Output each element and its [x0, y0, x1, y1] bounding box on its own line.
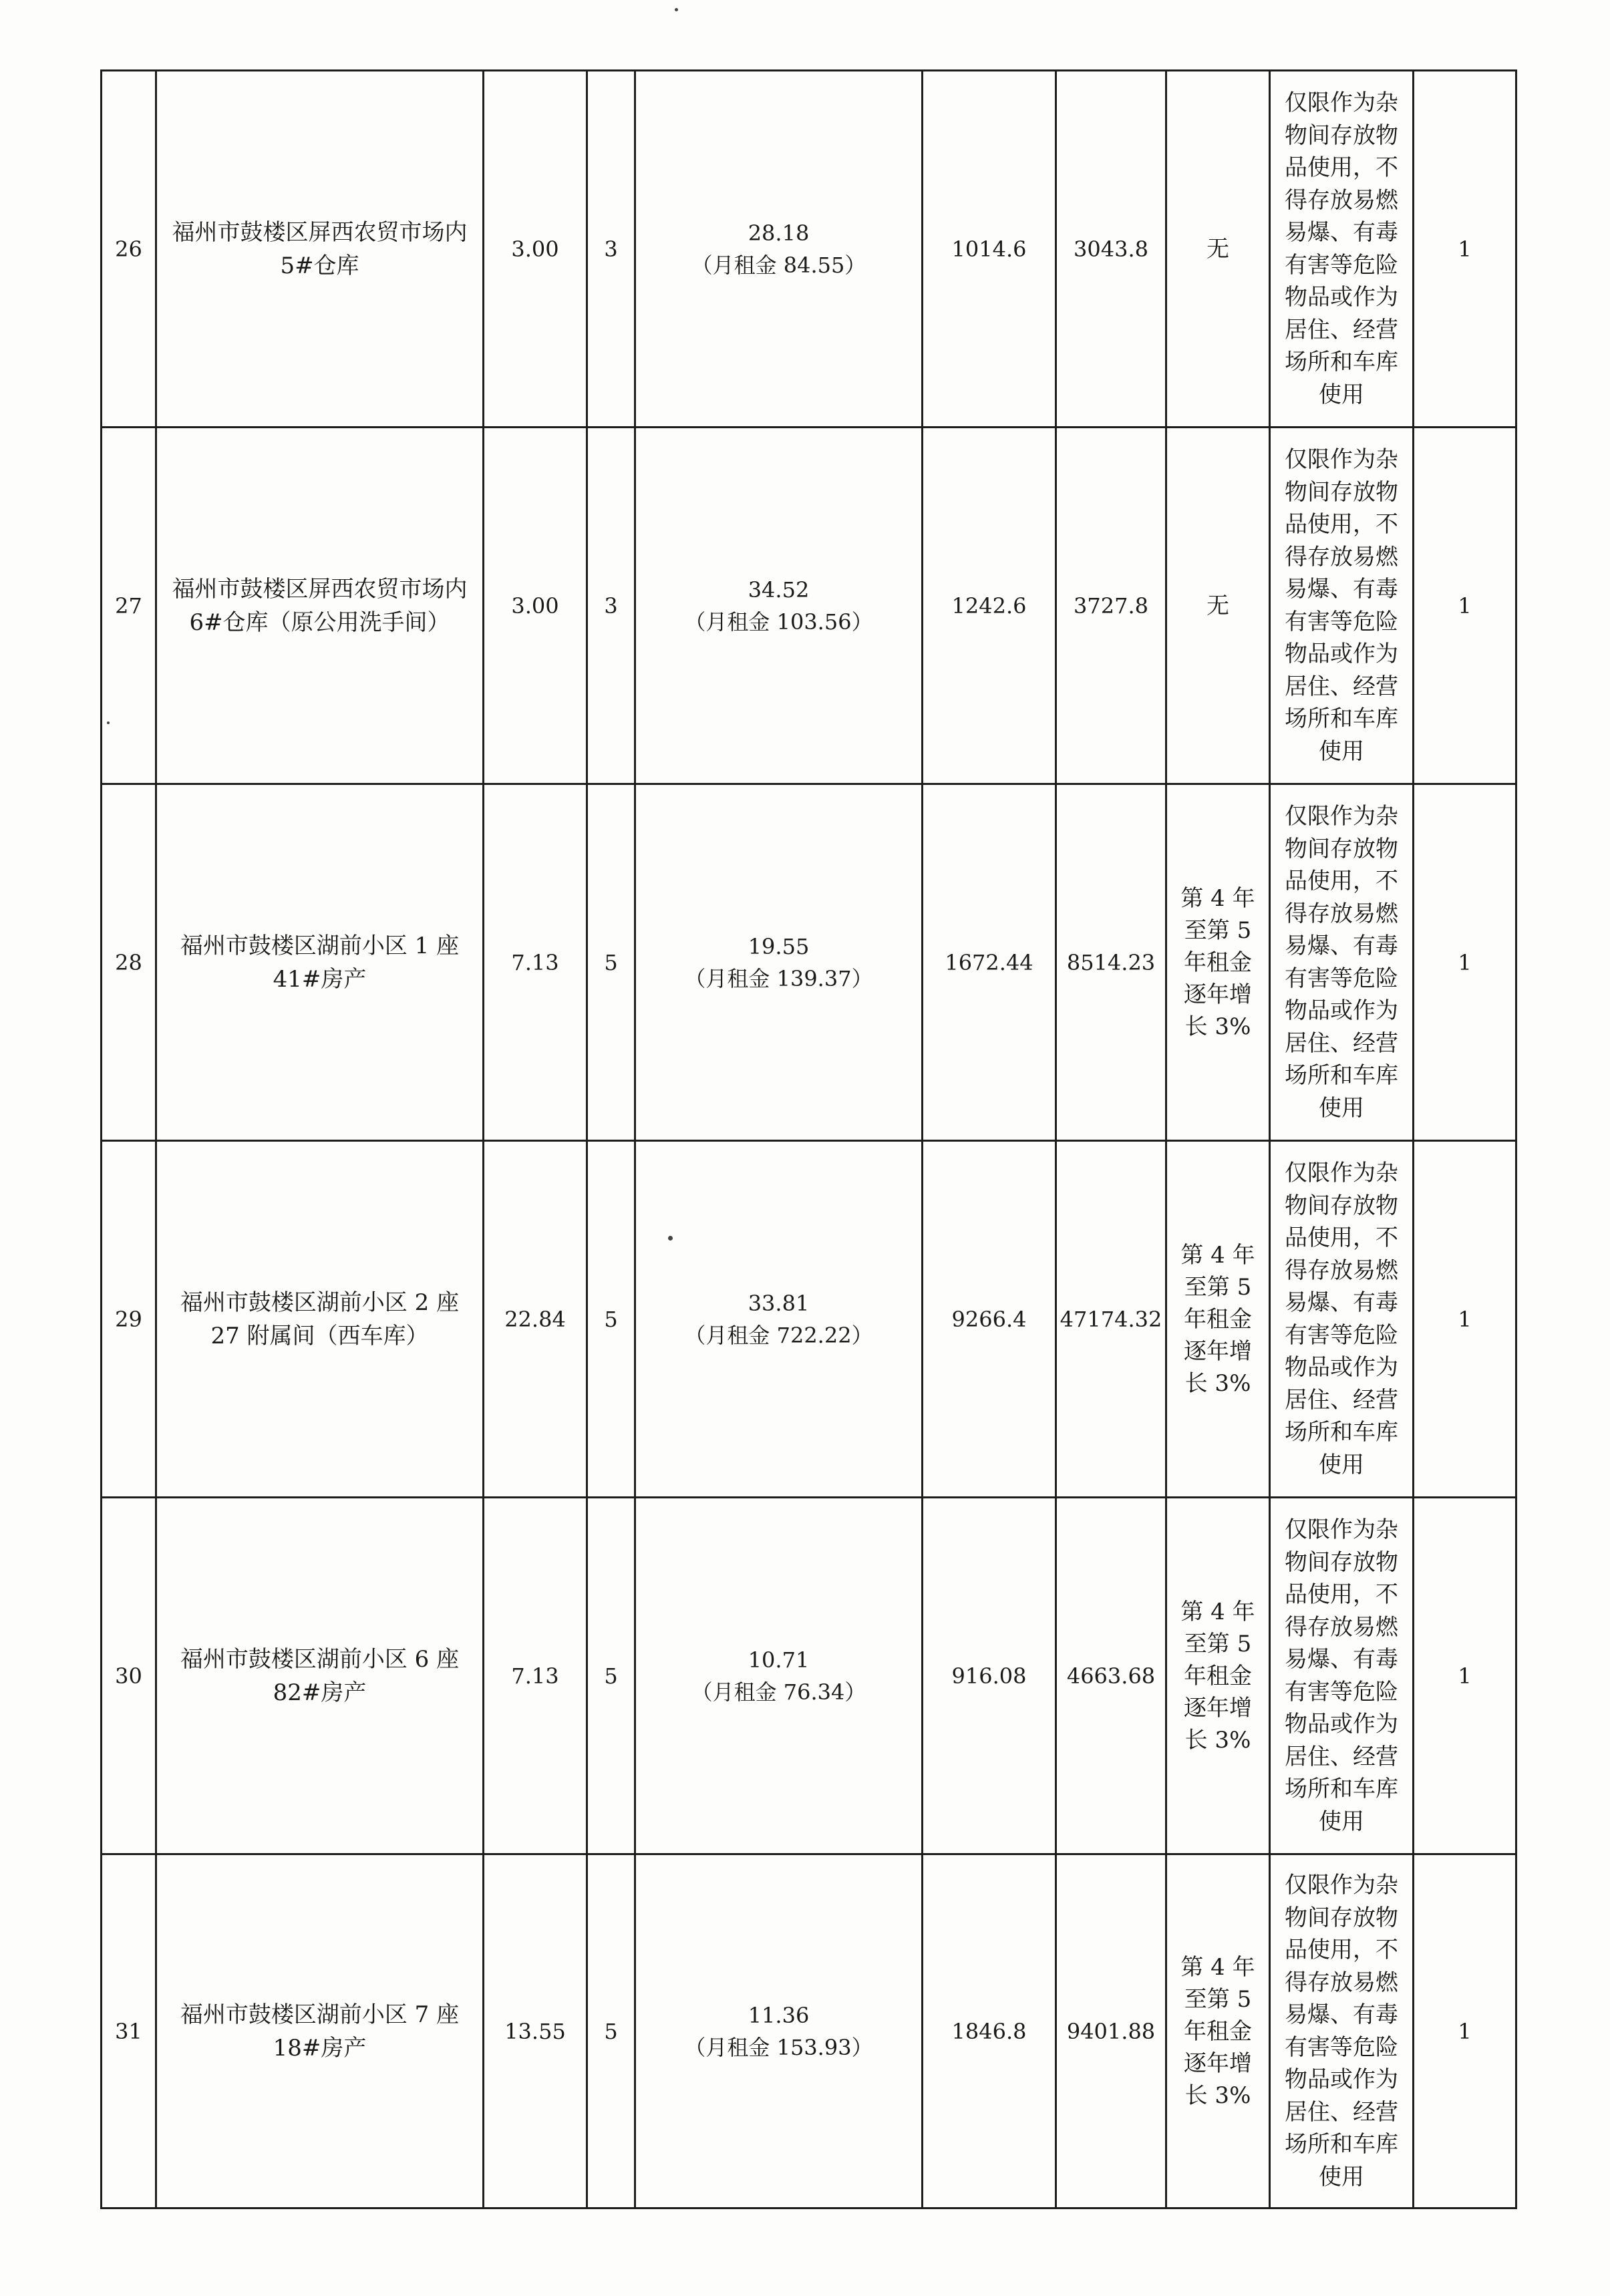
property-location — [156, 1141, 484, 1498]
lease-years: 5 — [587, 1141, 635, 1498]
table-row — [102, 1141, 1516, 1498]
unit-count: 1 — [1414, 428, 1516, 784]
rent-increase-text: 第 4 年 至第 5 年租金 逐年增 长 3% — [1180, 1953, 1255, 2109]
deposit-value: 47174.32 — [1056, 1141, 1166, 1498]
usage-restriction-text: 仅限作为杂 物间存放物 品使用，不 得存放易燃 易爆、有毒 有害等危险 物品或作为 居住、经营 场所和车库 使用 — [1285, 90, 1398, 408]
property-location-text: 福州市鼓楼区湖前小区 6 座 82#房产 — [180, 1645, 460, 1706]
usage-restriction — [1270, 71, 1414, 428]
table-row — [102, 1498, 1516, 1854]
rent-increase — [1166, 784, 1270, 1141]
unit-price-text: 10.71 （月租金 76.34） — [691, 1647, 866, 1705]
unit-price — [635, 1141, 923, 1498]
row-number: 28 — [102, 784, 156, 1141]
unit-price — [635, 1854, 923, 2208]
property-location-text: 福州市鼓楼区湖前小区 2 座 27 附属间（西车库） — [180, 1289, 460, 1349]
deposit-value: 8514.23 — [1056, 784, 1166, 1141]
rent-increase — [1166, 1854, 1270, 2208]
unit-price-text: 28.18 （月租金 84.55） — [691, 220, 866, 278]
table-row — [102, 1854, 1516, 2208]
usage-restriction — [1270, 428, 1414, 784]
usage-restriction — [1270, 1854, 1414, 2208]
annual-rent: 9266.4 — [923, 1141, 1056, 1498]
deposit-value: 3727.8 — [1056, 428, 1166, 784]
rent-increase — [1166, 1498, 1270, 1854]
deposit-value: 4663.68 — [1056, 1498, 1166, 1854]
annual-rent: 1242.6 — [923, 428, 1056, 784]
rent-increase — [1166, 1141, 1270, 1498]
unit-price — [635, 71, 923, 428]
area-value: 3.00 — [484, 428, 587, 784]
unit-count: 1 — [1414, 1141, 1516, 1498]
unit-count: 1 — [1414, 784, 1516, 1141]
unit-price — [635, 1498, 923, 1854]
deposit-value: 9401.88 — [1056, 1854, 1166, 2208]
area-value: 13.55 — [484, 1854, 587, 2208]
row-number: 31 — [102, 1854, 156, 2208]
unit-price-text: 34.52 （月租金 103.56） — [684, 577, 873, 635]
usage-restriction-text: 仅限作为杂 物间存放物 品使用，不 得存放易燃 易爆、有毒 有害等危险 物品或作为 居住、经营 场所和车库 使用 — [1285, 1160, 1398, 1478]
property-location — [156, 428, 484, 784]
property-listing-table — [100, 69, 1517, 2209]
lease-years: 5 — [587, 1854, 635, 2208]
usage-restriction-text: 仅限作为杂 物间存放物 品使用，不 得存放易燃 易爆、有毒 有害等危险 物品或作为 居住、经营 场所和车库 使用 — [1285, 1872, 1398, 2190]
area-value: 22.84 — [484, 1141, 587, 1498]
rent-increase-text: 第 4 年 至第 5 年租金 逐年增 长 3% — [1180, 1241, 1255, 1397]
usage-restriction-text: 仅限作为杂 物间存放物 品使用，不 得存放易燃 易爆、有毒 有害等危险 物品或作为 居住、经营 场所和车库 使用 — [1285, 803, 1398, 1122]
rent-increase-text: 无 — [1206, 235, 1229, 263]
rent-increase-text: 第 4 年 至第 5 年租金 逐年增 长 3% — [1180, 1598, 1255, 1754]
area-value: 7.13 — [484, 1498, 587, 1854]
property-location — [156, 1854, 484, 2208]
unit-price — [635, 784, 923, 1141]
usage-restriction — [1270, 1141, 1414, 1498]
unit-price-text: 19.55 （月租金 139.37） — [684, 933, 873, 991]
usage-restriction-text: 仅限作为杂 物间存放物 品使用，不 得存放易燃 易爆、有毒 有害等危险 物品或作为 居住、经营 场所和车库 使用 — [1285, 446, 1398, 765]
row-number: 27 — [102, 428, 156, 784]
unit-price — [635, 428, 923, 784]
property-location-text: 福州市鼓楼区屏西农贸市场内 5#仓库 — [172, 218, 468, 279]
row-number: 30 — [102, 1498, 156, 1854]
annual-rent: 1672.44 — [923, 784, 1056, 1141]
unit-price-text: 11.36 （月租金 153.93） — [684, 2002, 873, 2060]
deposit-value: 3043.8 — [1056, 71, 1166, 428]
lease-years: 3 — [587, 428, 635, 784]
usage-restriction-text: 仅限作为杂 物间存放物 品使用，不 得存放易燃 易爆、有毒 有害等危险 物品或作为 居住、经营 场所和车库 使用 — [1285, 1516, 1398, 1835]
rent-increase — [1166, 428, 1270, 784]
unit-price-text: 33.81 （月租金 722.22） — [684, 1290, 873, 1348]
rent-increase — [1166, 71, 1270, 428]
unit-count: 1 — [1414, 1498, 1516, 1854]
property-location — [156, 1498, 484, 1854]
row-number: 29 — [102, 1141, 156, 1498]
property-location-text: 福州市鼓楼区屏西农贸市场内 6#仓库（原公用洗手间） — [172, 575, 468, 636]
lease-years: 5 — [587, 784, 635, 1141]
annual-rent: 1014.6 — [923, 71, 1056, 428]
row-number: 26 — [102, 71, 156, 428]
unit-count: 1 — [1414, 1854, 1516, 2208]
area-value: 3.00 — [484, 71, 587, 428]
property-location — [156, 71, 484, 428]
property-location-text: 福州市鼓楼区湖前小区 7 座 18#房产 — [180, 2001, 460, 2062]
rent-increase-text: 无 — [1206, 592, 1229, 619]
table-row — [102, 784, 1516, 1141]
usage-restriction — [1270, 784, 1414, 1141]
usage-restriction — [1270, 1498, 1414, 1854]
property-location — [156, 784, 484, 1141]
unit-count: 1 — [1414, 71, 1516, 428]
lease-years: 5 — [587, 1498, 635, 1854]
scan-speck — [675, 8, 678, 11]
table-row — [102, 71, 1516, 428]
property-location-text: 福州市鼓楼区湖前小区 1 座 41#房产 — [180, 932, 460, 993]
table-row — [102, 428, 1516, 784]
annual-rent: 916.08 — [923, 1498, 1056, 1854]
lease-years: 3 — [587, 71, 635, 428]
rent-increase-text: 第 4 年 至第 5 年租金 逐年增 长 3% — [1180, 884, 1255, 1040]
area-value: 7.13 — [484, 784, 587, 1141]
annual-rent: 1846.8 — [923, 1854, 1056, 2208]
